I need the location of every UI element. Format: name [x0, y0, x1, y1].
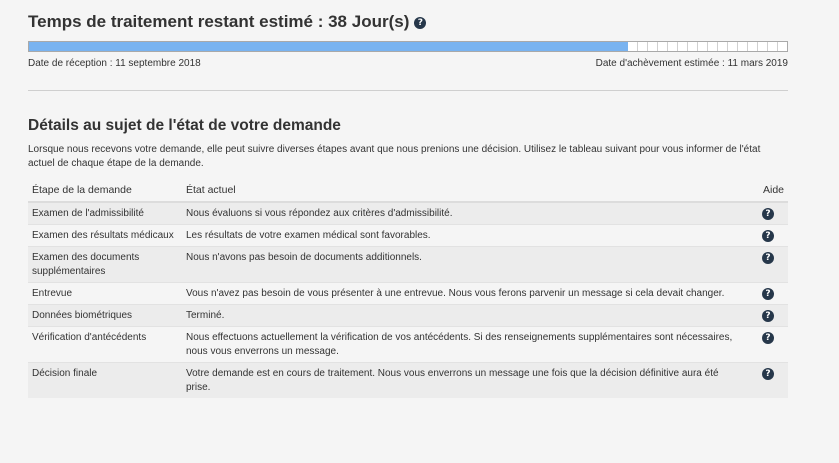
- processing-progress-bar: [28, 41, 788, 52]
- status-cell: Les résultats de votre examen médical sont favorables.: [182, 225, 740, 247]
- step-cell: Entrevue: [28, 283, 182, 305]
- table-row: [28, 363, 788, 399]
- help-cell: [740, 327, 788, 363]
- received-date: Date de réception : 11 septembre 2018: [28, 58, 201, 69]
- status-cell: Nous évaluons si vous répondez aux critères d'admissibilité.: [182, 202, 740, 225]
- estimated-completion-date: Date d'achèvement estimée : 11 mars 2019: [595, 58, 788, 69]
- column-header-status: État actuel: [182, 180, 740, 202]
- step-cell: Vérification d'antécédents: [28, 327, 182, 363]
- status-cell: Vous n'avez pas besoin de vous présenter à une entrevue. Nous vous ferons parvenir un message si cela devait changer.: [182, 283, 740, 305]
- step-cell: Examen des résultats médicaux: [28, 225, 182, 247]
- help-cell: [740, 225, 788, 247]
- table-row: [28, 247, 788, 283]
- progress-dates: [28, 58, 788, 69]
- table-row: [28, 305, 788, 327]
- progress-fill: [29, 42, 628, 51]
- help-cell: [740, 363, 788, 399]
- status-table: [28, 180, 788, 398]
- help-cell: [740, 283, 788, 305]
- table-row: [28, 327, 788, 363]
- processing-time-heading: [28, 12, 426, 32]
- help-cell: [740, 305, 788, 327]
- question-circle-icon[interactable]: ?: [762, 368, 774, 380]
- progress-remaining: [628, 42, 787, 51]
- status-cell: Nous n'avons pas besoin de documents additionnels.: [182, 247, 740, 283]
- table-row: [28, 225, 788, 247]
- column-header-step: Étape de la demande: [28, 180, 182, 202]
- step-cell: Examen de l'admissibilité: [28, 202, 182, 225]
- help-cell: [740, 247, 788, 283]
- question-circle-icon[interactable]: ?: [414, 17, 426, 29]
- question-circle-icon[interactable]: ?: [762, 230, 774, 242]
- column-header-help: Aide: [740, 180, 788, 202]
- status-table-header: [28, 180, 788, 202]
- status-cell: Nous effectuons actuellement la vérification de vos antécédents. Si des renseignements supplémentaires sont nécessaires, nous vous enverrons un message.: [182, 327, 740, 363]
- section-divider: [28, 90, 788, 91]
- step-cell: Données biométriques: [28, 305, 182, 327]
- question-circle-icon[interactable]: ?: [762, 208, 774, 220]
- step-cell: Décision finale: [28, 363, 182, 399]
- question-circle-icon[interactable]: ?: [762, 310, 774, 322]
- help-cell: [740, 202, 788, 225]
- status-cell: Terminé.: [182, 305, 740, 327]
- table-row: [28, 202, 788, 225]
- status-cell: Votre demande est en cours de traitement. Nous vous enverrons un message une fois que la décision définitive aura été prise.: [182, 363, 740, 399]
- table-row: [28, 283, 788, 305]
- question-circle-icon[interactable]: ?: [762, 288, 774, 300]
- question-circle-icon[interactable]: ?: [762, 252, 774, 264]
- details-intro: Lorsque nous recevons votre demande, elle peut suivre diverses étapes avant que nous prenions une décision. Utilisez le tableau suivant pour vous informer de l'état actuel de chaque étape de la demande.: [28, 144, 761, 169]
- processing-time-text: Temps de traitement restant estimé : 38 Jour(s): [28, 12, 410, 31]
- step-cell: Examen des documents supplémentaires: [28, 247, 182, 283]
- details-heading: Détails au sujet de l'état de votre demande: [28, 117, 341, 134]
- question-circle-icon[interactable]: ?: [762, 332, 774, 344]
